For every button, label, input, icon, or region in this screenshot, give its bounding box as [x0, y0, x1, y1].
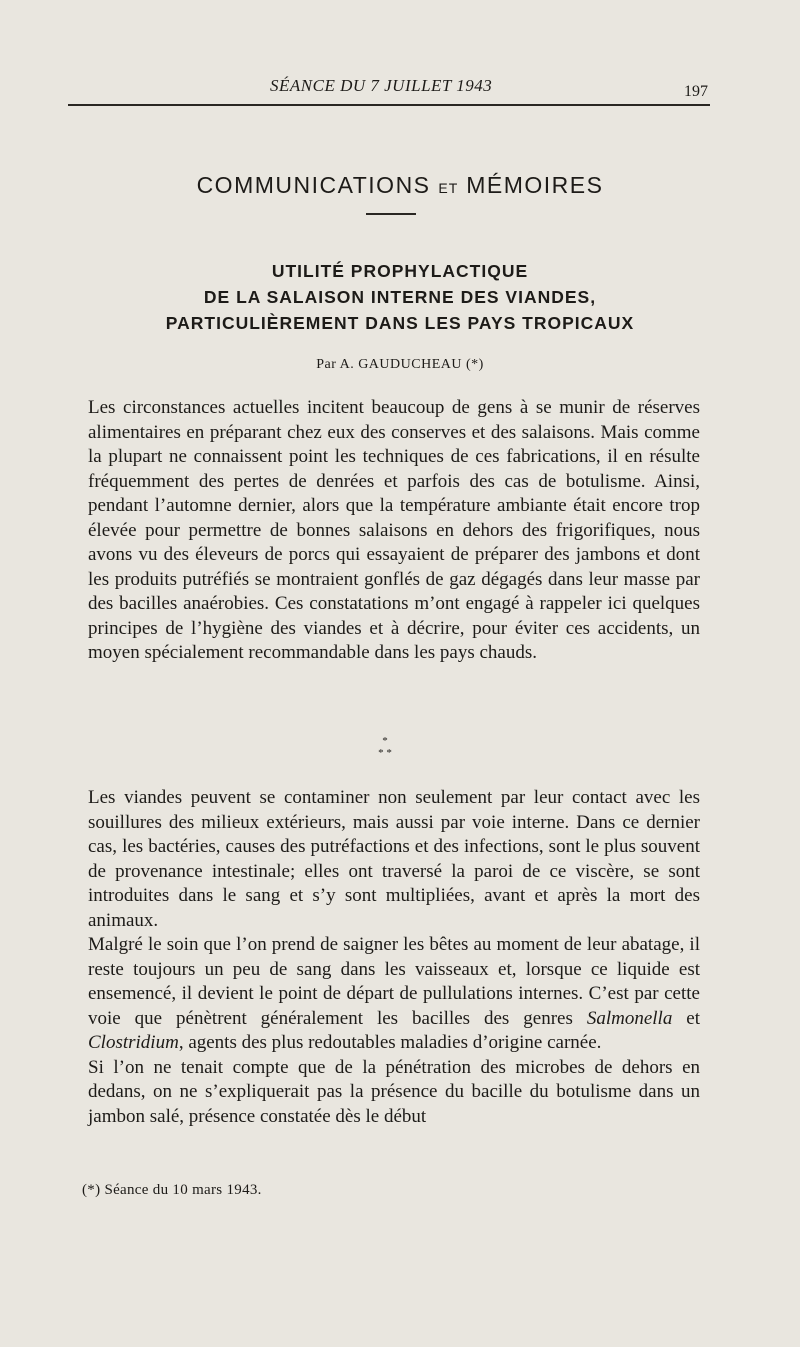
article-title-line: UTILITÉ PROPHYLACTIQUE [271, 261, 529, 281]
asterism-bottom: * * [378, 747, 392, 759]
paragraph-text: , agents des plus redoutables maladies d’origine carnée. [178, 1032, 602, 1053]
header-rule [68, 104, 710, 106]
paragraph: Les viandes peuvent se contaminer non seulement par leur contact avec les souillures des milieux extérieurs, mais aussi par voie interne. Dans ce dernier cas, les bactéries, causes des putréfactions et des infections, sont le plus souvent de provenance intestinale; elles ont traversé la paroi de ce viscère, se sont introduites dans le sang et s’y sont multipliées, avant et après la mort des animaux. [88, 787, 700, 931]
running-head: SÉANCE DU 7 JUILLET 1943 [270, 76, 493, 95]
footnote: (*) Séance du 10 mars 1943. [82, 1182, 262, 1198]
article-title-line: PARTICULIÈREMENT DANS LES PAYS TROPICAUX [165, 313, 635, 333]
section-divider [366, 213, 416, 215]
genus-name: Clostridium [88, 1032, 179, 1053]
article-title [0, 258, 800, 336]
paragraph-text: et [672, 1007, 700, 1029]
article-title-line: DE LA SALAISON INTERNE DES VIANDES, [203, 287, 597, 307]
intro-text [88, 396, 700, 666]
paragraph: Si l’on ne tenait compte que de la pénétration des microbes de dehors en dedans, on ne s’expliquerait pas la présence du bacille du botulisme dans un jambon salé, présence constatée dès le début [88, 1056, 700, 1127]
paragraph: Les circonstances actuelles incitent beaucoup de gens à se munir de réserves alimentaires en préparant chez eux des conserves et des salaisons. Mais comme la plupart ne connaissent point les techniques de ces fabrications, il en résulte fréquemment des pertes de denrées et parfois des cas de botulisme. Ainsi, pendant l’automne dernier, alors que la température ambiante était encore trop élevée pour permettre de bonnes salaisons en dehors des frigorifiques, nous avons vu des éleveurs de porcs qui essayaient de préparer des jambons et dont les produits putréfiés se montraient gonflés de gaz dégagés dans leur masse par des bacilles anaérobies. Ces constatations m’ont engagé à rappeler ici quelques principes de l’hygiène des viandes et à décrire, pour éviter ces accidents, un moyen spécialement recommandable dans les pays chauds. [88, 397, 700, 663]
paragraph-text: Malgré le soin que l’on prend de saigner les bêtes au moment de leur abatage, il reste toujours un peu de sang dans les vaisseaux et, lorsque ce liquide est ensemencé, il devient le point de départ de pullulations internes. C’est par cette voie que pénètrent généralement les bacilles des genres [88, 934, 700, 1029]
paragraph [88, 933, 700, 1056]
byline: Par A. GAUDUCHEAU (*) [316, 357, 484, 372]
section-title-connector: ET [438, 180, 459, 196]
genus-name: Salmonella [586, 1007, 673, 1029]
section-title-part1: COMMUNICATIONS [196, 172, 431, 198]
section-title-part2: MÉMOIRES [466, 172, 604, 198]
body-text [88, 786, 700, 1129]
asterism-top: * [382, 735, 388, 747]
asterism [360, 735, 410, 759]
section-title [0, 172, 800, 199]
page-number: 197 [684, 83, 708, 100]
